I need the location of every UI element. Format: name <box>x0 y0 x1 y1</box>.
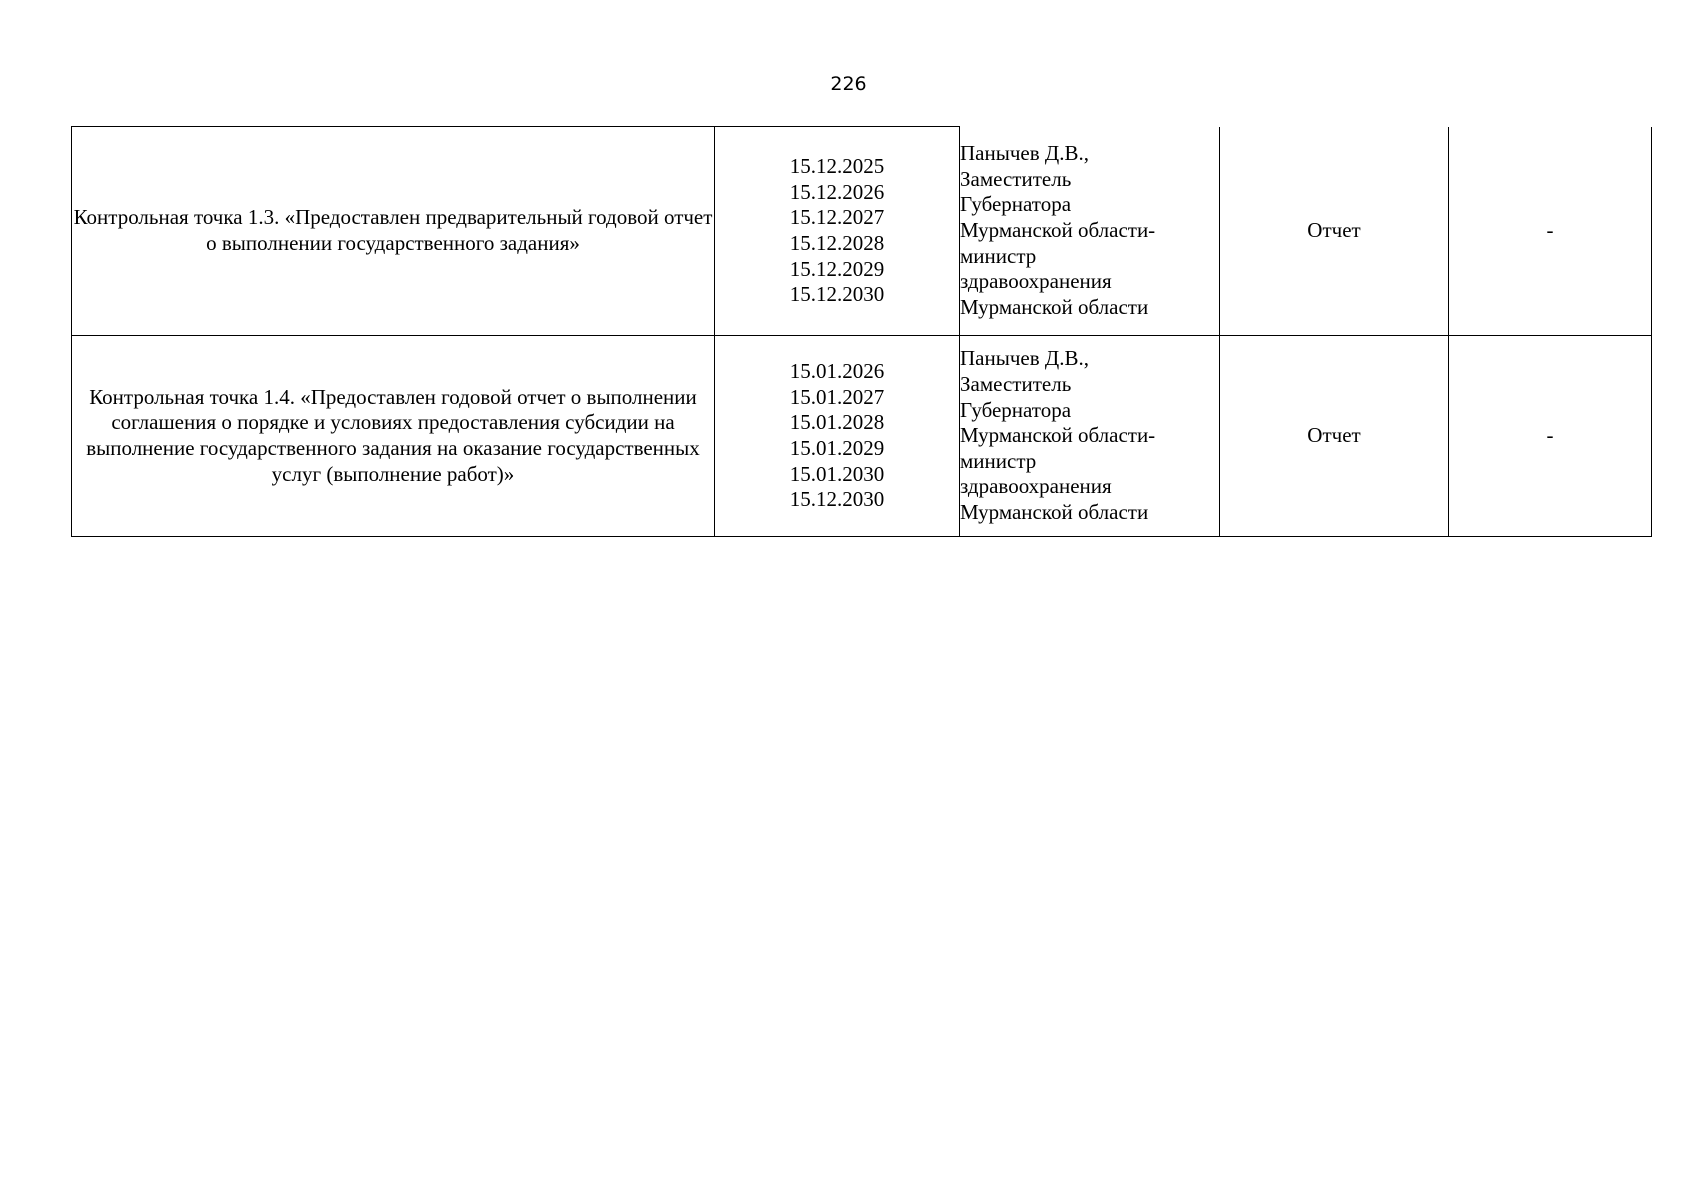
responsible-line: Мурманской области- <box>960 217 1156 242</box>
note-value: - <box>1546 217 1554 242</box>
responsible-line: министр <box>960 448 1037 473</box>
responsible-line: Мурманской области- <box>960 423 1156 448</box>
control-points-table <box>71 126 1652 537</box>
responsible-line: здравоохранения <box>960 474 1112 499</box>
responsible-line: Заместитель <box>960 372 1072 397</box>
date-value: 15.12.2030 <box>789 487 885 512</box>
responsible-line: Мурманской области <box>960 499 1149 524</box>
responsible-line: здравоохранения <box>960 269 1112 294</box>
document-type-cell <box>1220 127 1449 336</box>
date-value: 15.01.2029 <box>789 436 885 460</box>
date-value: 15.01.2027 <box>789 384 885 409</box>
control-point-name-cell <box>72 336 715 537</box>
control-point-name: Контрольная точка 1.3. «Предоставлен предварительный годовой отчет о выполнении государственного задания» <box>73 205 713 255</box>
table-row <box>72 336 1652 537</box>
document-type: Отчет <box>1307 423 1361 448</box>
note-cell <box>1449 127 1652 336</box>
responsible-cell <box>960 336 1220 537</box>
table-row <box>72 127 1652 336</box>
date-value: 15.12.2027 <box>789 205 885 230</box>
responsible-line: Губернатора <box>960 192 1072 217</box>
responsible-line: Панычев Д.В., <box>960 346 1089 371</box>
date-value: 15.01.2026 <box>789 359 885 384</box>
control-point-name: Контрольная точка 1.4. «Предоставлен годовой отчет о выполнении соглашения о порядке и условиях предоставления субсидии на выполнение государственного задания на оказание государственных услуг (выполнение работ)» <box>86 384 700 486</box>
document-type-cell <box>1220 336 1449 537</box>
date-value: 15.12.2025 <box>789 154 885 179</box>
date-value: 15.01.2030 <box>789 461 885 486</box>
document-type: Отчет <box>1307 217 1361 242</box>
date-value: 15.12.2028 <box>789 231 885 255</box>
date-value: 15.12.2029 <box>789 256 885 281</box>
date-value: 15.01.2028 <box>789 410 885 435</box>
date-value: 15.12.2030 <box>789 282 885 307</box>
page-number: 226 <box>830 73 867 95</box>
control-point-name-cell <box>72 127 715 336</box>
dates-cell <box>715 127 960 336</box>
dates-cell <box>715 336 960 537</box>
responsible-line: Панычев Д.В., <box>960 141 1089 166</box>
note-value: - <box>1546 423 1554 448</box>
note-cell <box>1449 336 1652 537</box>
responsible-line: Губернатора <box>960 397 1072 422</box>
date-value: 15.12.2026 <box>789 179 885 204</box>
responsible-line: министр <box>960 243 1037 268</box>
responsible-line: Заместитель <box>960 166 1072 191</box>
responsible-cell <box>960 127 1220 336</box>
responsible-line: Мурманской области <box>960 294 1149 319</box>
